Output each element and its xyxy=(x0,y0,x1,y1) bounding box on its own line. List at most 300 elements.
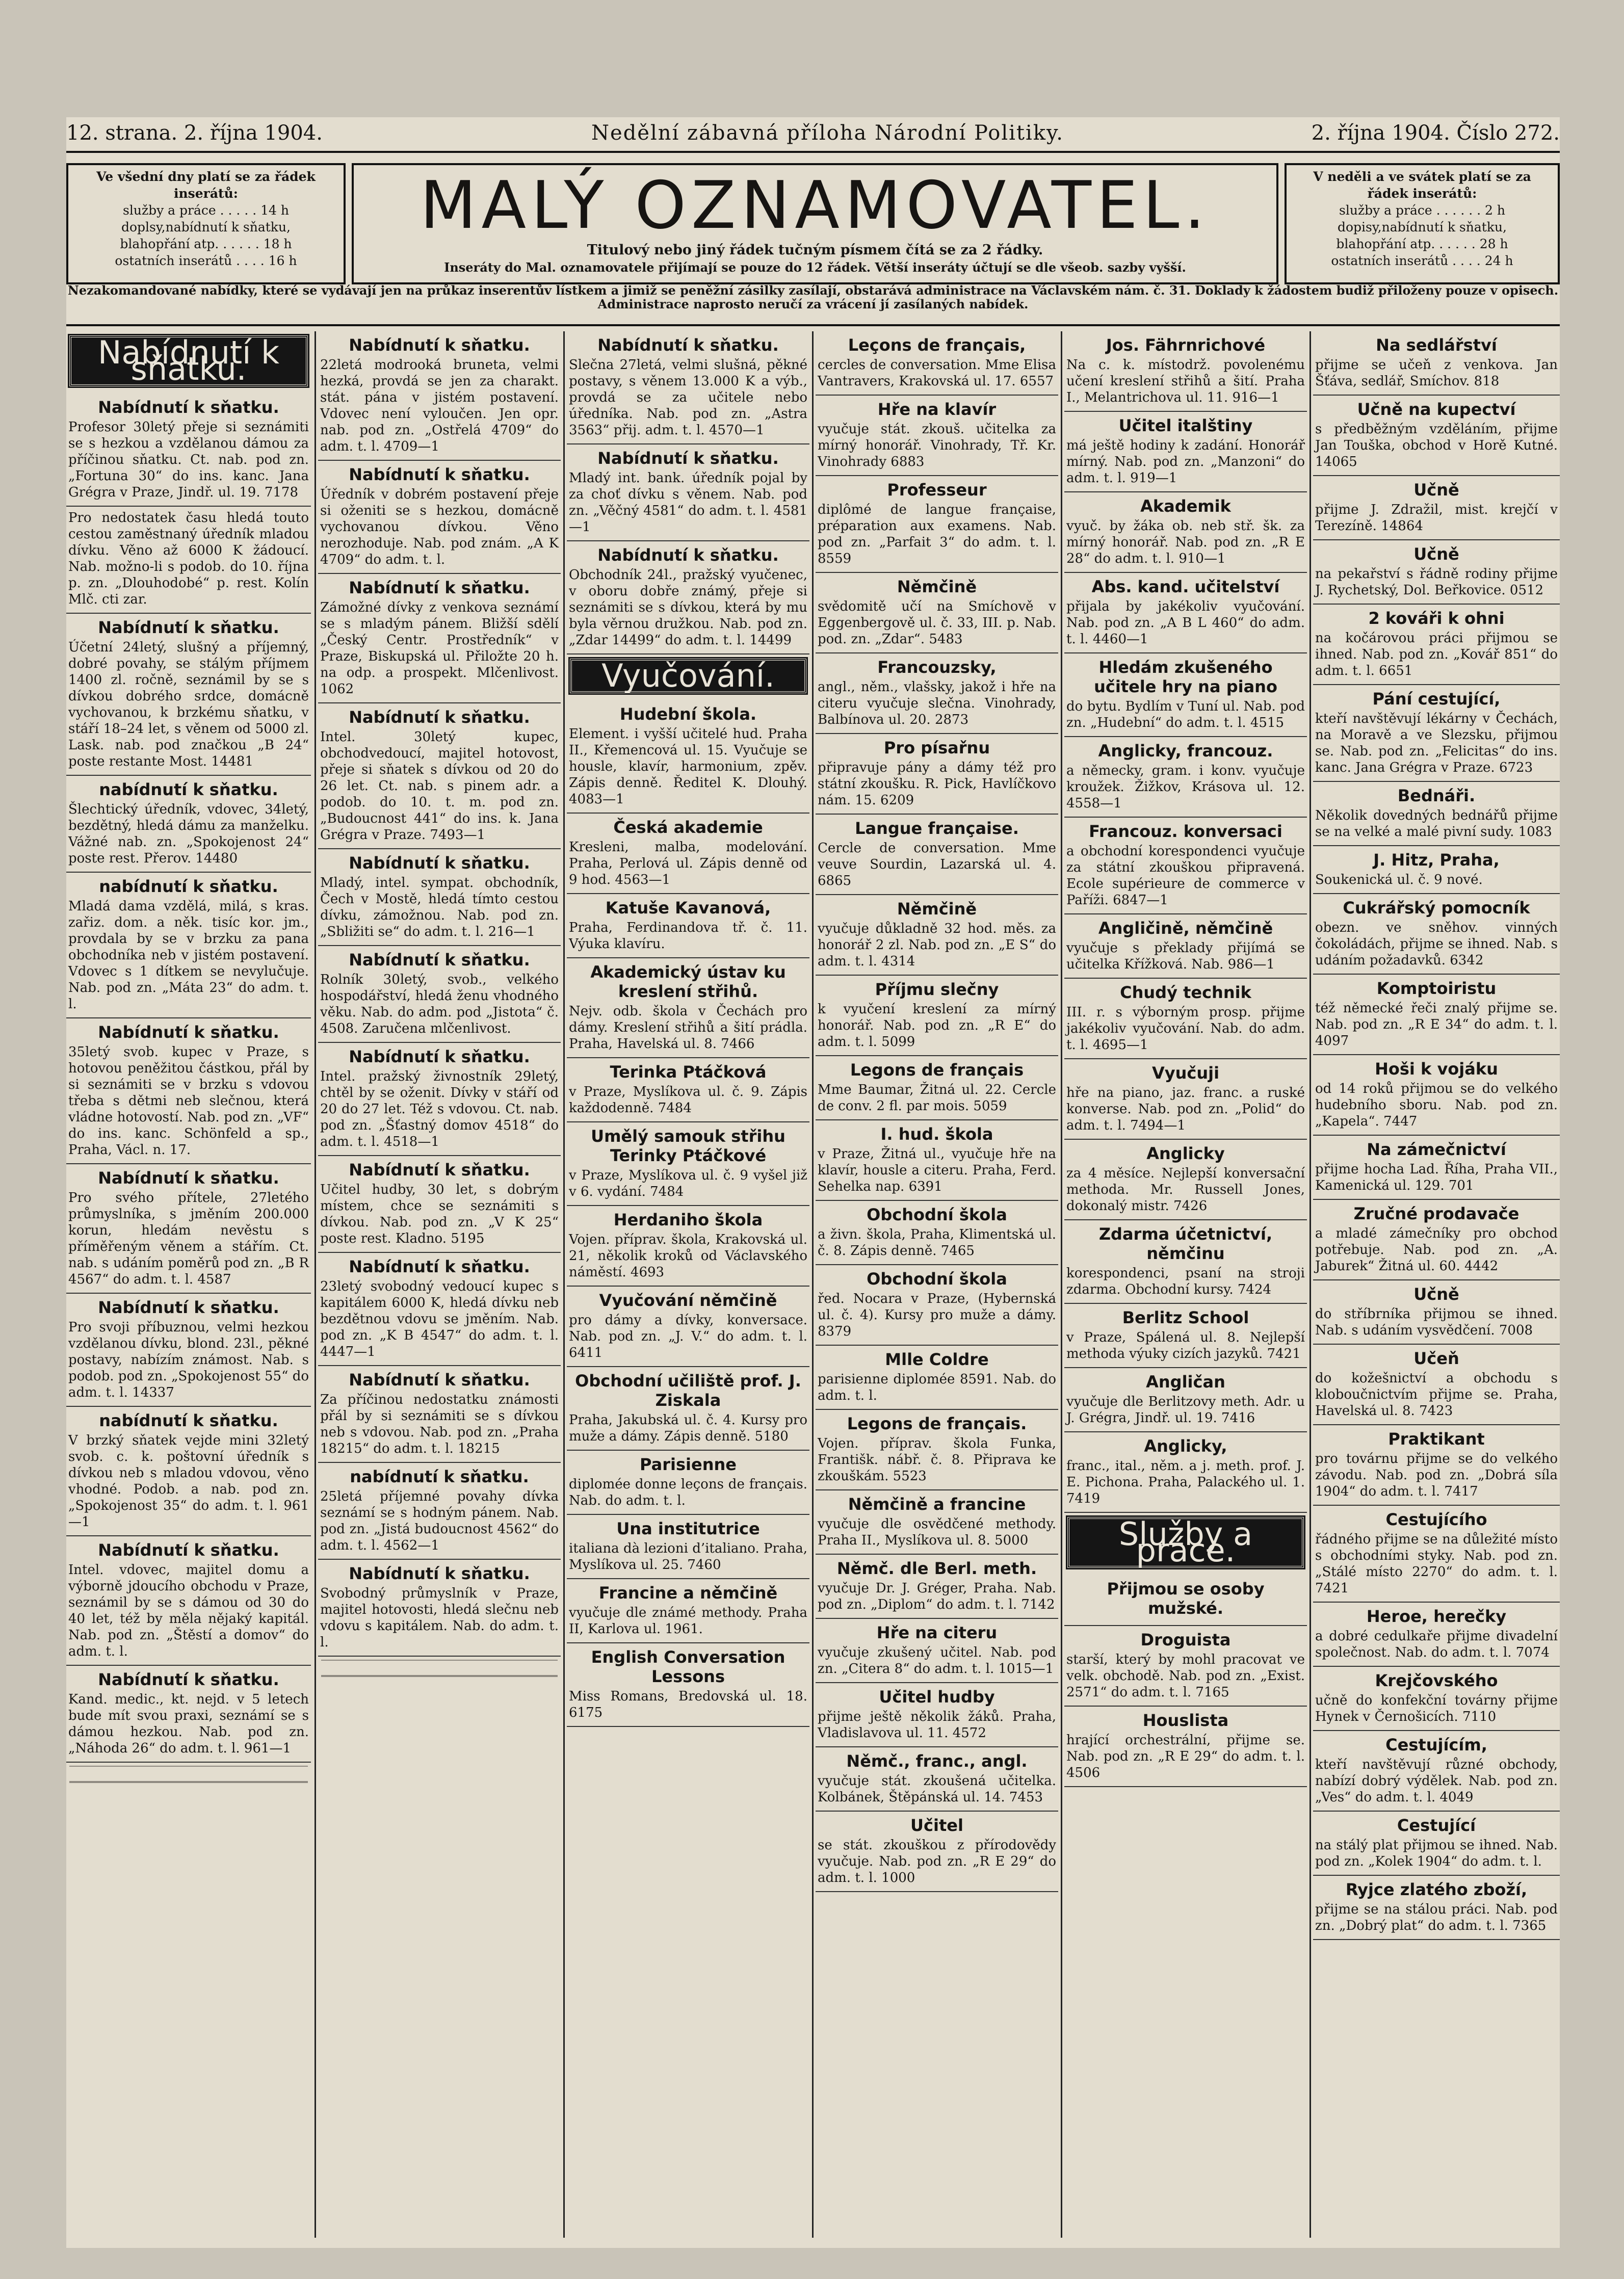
ad-heading: Angličan xyxy=(1146,1372,1225,1392)
classified-ad xyxy=(1313,846,1560,894)
ad-text: na kočárovou práci přijmou se ihned. Nab. pod zn. „Kovář 851“ do adm. t. l. 6651 xyxy=(1315,631,1558,678)
classified-ad xyxy=(1064,914,1307,979)
classified-ad xyxy=(1313,975,1560,1055)
classified-ad xyxy=(567,331,809,444)
classified-ad xyxy=(816,1201,1058,1265)
ad-text: pro továrnu přijme se do velkého závodu. Nab. pod zn. „Dobrá síla 1904“ do adm. t. l. 7417 xyxy=(1315,1451,1558,1499)
ad-heading: Zručné prodavače xyxy=(1353,1204,1520,1223)
ad-text: na stálý plat přijmou se ihned. Nab. pod zn. „Kolek 1904“ do adm. t. l. xyxy=(1315,1838,1558,1869)
ad-heading: Obchodní škola xyxy=(867,1269,1007,1289)
classified-ad xyxy=(567,1515,809,1579)
classified-ad xyxy=(1064,1368,1307,1432)
ad-heading: nabídnutí k sňatku. xyxy=(99,877,278,896)
ad-text: Vojen. příprav. škola Funka, Františk. nábř. č. 8. Připrava ke zkouškám. 5523 xyxy=(818,1436,1056,1484)
ad-heading: Nabídnutí k sňatku. xyxy=(98,1540,279,1560)
ad-text: Za příčinou nedostatku známosti přál by si seznámiti se s dívkou neb s vdovou. Nab. pod zn. „Praha 18215“ do adm. t. l. 18215 xyxy=(320,1392,559,1456)
classified-ad xyxy=(1313,1136,1560,1200)
ad-heading: English Conversation Lessons xyxy=(591,1647,785,1686)
ad-heading: Mlle Coldre xyxy=(885,1350,989,1369)
classified-ad xyxy=(567,1122,809,1206)
ad-text: vyučuje zkušený učitel. Nab. pod zn. „Citera 8“ do adm. t. l. 1015—1 xyxy=(818,1645,1056,1676)
ad-text: přijme ještě několik žáků. Praha, Vladislavova ul. 11. 4572 xyxy=(818,1709,1056,1741)
rates-sunday-line: služby a práce . . . . . . 2 h xyxy=(1339,203,1505,218)
header-rule xyxy=(66,151,1560,153)
ad-heading: Parisienne xyxy=(640,1455,737,1474)
ad-text: obezn. ve sněhov. vinných čokoládách, přijme se ihned. Nab. s udáním požadavků. 6342 xyxy=(1315,920,1558,968)
ad-heading: Praktikant xyxy=(1388,1429,1485,1449)
ad-text: diplômé de langue française, préparation aux examens. Nab. pod zn. „Parfait 3“ do adm. t. l. 8559 xyxy=(818,502,1056,566)
ad-text: a živn. škola, Praha, Klimentská ul. č. 8. Zápis denně. 7465 xyxy=(818,1227,1056,1259)
classified-ad xyxy=(567,541,809,654)
ad-text: Intel. pražský živnostník 29letý, chtěl by se oženit. Dívky v stáří od 20 do 27 let. Též s vdovou. Ct. nab. pod zn. „Šťastný domov 4518“ do adm. t. l. 4518—1 xyxy=(320,1069,559,1149)
ad-heading: Francouzsky, xyxy=(877,658,997,677)
ad-text: přijala by jakékoliv vyučování. Nab. pod zn. „A B L 460“ do adm. t. l. 4460—1 xyxy=(1066,599,1305,647)
ad-heading: Učně xyxy=(1413,1285,1459,1304)
ad-heading: Nabídnutí k sňatku. xyxy=(98,618,279,637)
ad-text: Šlechtický úředník, vdovec, 34letý, bezdětný, hledá dámu za manželku. Vážné nab. zn. „Spokojenost 24“ poste rest. Přerov. 14480 xyxy=(68,802,309,866)
ad-heading: Přijmou se osoby mužské. xyxy=(1107,1579,1265,1618)
ad-heading: I. hud. škola xyxy=(880,1124,993,1144)
classified-ad xyxy=(66,776,311,873)
classified-ad xyxy=(66,1407,311,1536)
ad-heading: Houslista xyxy=(1142,1711,1229,1730)
ad-text: pro dámy a dívky, konversace. Nab. pod zn. „J. V.“ do adm. t. l. 6411 xyxy=(569,1313,807,1360)
classified-ad xyxy=(567,958,809,1058)
classified-ad xyxy=(816,396,1058,476)
ad-heading: Nabídnutí k sňatku. xyxy=(349,335,530,355)
classified-ad xyxy=(816,1619,1058,1683)
ad-text: Na c. k. místodrž. povolenému učení kreslení střihů a šití. Praha I., Melantrichova ul. 11. 916—1 xyxy=(1066,357,1305,405)
ad-text: Kand. medic., kt. nejd. v 5 letech bude mít svou praxi, seznámí se s dámou hezkou. Nab. pod zn. „Náhoda 26“ do adm. t. l. 961—1 xyxy=(68,1692,309,1756)
ad-text: Praha, Ferdinandova tř. č. 11. Výuka klavíru. xyxy=(569,920,807,952)
ad-heading: Učně xyxy=(1413,544,1459,564)
ad-text: III. r. s výborným prosp. přijme jakékoliv vyučování. Nab. do adm. t. l. 4695—1 xyxy=(1066,1005,1305,1053)
ad-heading: Nabídnutí k sňatku. xyxy=(349,465,530,484)
ad-heading: Učně xyxy=(1413,480,1459,500)
classified-ad xyxy=(66,614,311,776)
ad-text: přijme J. Zdražil, mist. krejčí v Terezíně. 14864 xyxy=(1315,502,1558,534)
ad-heading: Terinka Ptáčková xyxy=(610,1062,767,1082)
page-info-left: 12. strana. 2. října 1904. xyxy=(66,121,323,145)
rates-sunday-line: dopisy,nabídnutí k sňatku, xyxy=(1337,220,1507,234)
ad-text: Několik dovedných bednářů přijme se na velké a malé pivní sudy. 1083 xyxy=(1315,808,1558,840)
ad-text: v Praze, Spálená ul. 8. Nejlepší methoda výuky cizích jazyků. 7421 xyxy=(1066,1330,1305,1361)
ad-heading: Cestující xyxy=(1397,1816,1476,1835)
classified-ad xyxy=(318,703,561,849)
classified-ad xyxy=(567,1367,809,1451)
ad-heading: Zdarma účetnictví, němčinu xyxy=(1098,1224,1273,1263)
classified-ad xyxy=(1064,331,1307,412)
ad-text: a obchodní korespondenci vyučuje za státní zkouškou připravená. Ecole supérieure de commerce v Paříži. 6847—1 xyxy=(1066,844,1305,908)
ad-text: Úředník v dobrém postavení přeje si oženiti se s hezkou, domácně vychovanou dívkou. Věno nerozhoduje. Nab. pod znám. „A K 4709“ do adm. t. l. xyxy=(320,487,559,567)
ad-heading: Angličině, němčině xyxy=(1098,919,1273,938)
ad-text: Slečna 27letá, velmi slušná, pěkné postavy, s věnem 13.000 K a výb., provdá se za učitele nebo úředníka. Nab. pod zn. „Astra 3563“ přij. adm. t. l. 4570—1 xyxy=(569,357,807,438)
classified-ad xyxy=(318,1463,561,1560)
column-5-ads-top xyxy=(1064,331,1307,1513)
classified-ad xyxy=(1064,653,1307,737)
classified-ad xyxy=(1313,1667,1560,1731)
ad-heading: Abs. kand. učitelství xyxy=(1091,577,1280,596)
ad-heading: Francouz. konversaci xyxy=(1089,822,1282,841)
column-5-ads-bottom xyxy=(1064,1575,1307,1787)
ad-text: hře na piano, jaz. franc. a ruské konverse. Nab. pod zn. „Polid“ do adm. t. l. 7494—1 xyxy=(1066,1085,1305,1133)
classified-ad xyxy=(1313,1506,1560,1603)
column-4 xyxy=(816,331,1058,2238)
section-banner-marriage: Nabídnutí k sňatku. xyxy=(69,335,308,386)
ad-heading: Obchodní učiliště prof. J. Ziskala xyxy=(575,1371,801,1410)
ad-text: italiana dà lezioni d’italiano. Praha, Myslíkova ul. 25. 7460 xyxy=(569,1541,807,1573)
ad-text: angl., něm., vlašsky, jakož i hře na citeru vyučuje slečna. Vinohrady, Balbínova ul. 20. 2873 xyxy=(818,679,1056,727)
classified-ad xyxy=(816,653,1058,734)
ad-heading: Příjmu slečny xyxy=(875,980,999,999)
rates-weekday-line: ostatních inserátů . . . . 16 h xyxy=(115,253,297,268)
masthead-sub: Titulový nebo jiný řádek tučným písmem čítá se za 2 řádky. xyxy=(587,242,1043,258)
classified-ad xyxy=(66,1018,311,1164)
ad-text: Pro svého přítele, 27letého průmyslníka, s jměním 200.000 korun, hledám nevěstu s příměřeným věnem a stářím. Ct. nab. s udáním poměrů pod zn. „B R 4567“ do adm. t. l. 4587 xyxy=(68,1190,309,1287)
ad-heading: Komptoiristu xyxy=(1376,979,1497,998)
classified-ad xyxy=(1313,685,1560,782)
ad-heading: Němčině xyxy=(897,577,977,596)
classified-ad xyxy=(318,1253,561,1366)
ad-text: Mme Baumar, Žitná ul. 22. Cercle de conv. 2 fl. par mois. 5059 xyxy=(818,1082,1056,1114)
ad-text: svědomitě učí na Smíchově v Eggenbergově ul. č. 33, III. p. Nab. pod. zn. „Zdar“. 5483 xyxy=(818,599,1056,647)
ad-text: s předběžným vzděláním, přijme Jan Touška, obchod v Horě Kutné. 14065 xyxy=(1315,422,1558,469)
ad-text: vyučuje Dr. J. Gréger, Praha. Nab. pod zn. „Diplom“ do adm. t. l. 7142 xyxy=(818,1581,1056,1612)
classified-ad xyxy=(816,1265,1058,1346)
ad-heading: Nabídnutí k sňatku. xyxy=(349,1370,530,1390)
ad-heading: Nabídnutí k sňatku. xyxy=(349,950,530,970)
ad-heading: Učitel hudby xyxy=(879,1687,995,1707)
classified-ad xyxy=(816,1812,1058,1892)
ad-heading: Akademik xyxy=(1140,496,1231,516)
ad-text: Intel. 30letý kupec, obchodvedoucí, majitel hotovost, přeje si sňatek s dívkou od 20 do 26 let. Ct. nab. s pinem adr. a podob. do 10. t. m. pod zn. „Budoucnost 441“ do ins. k. Jana Grégra v Praze. 7493—1 xyxy=(320,729,559,843)
ad-heading: Anglicky, xyxy=(1144,1436,1227,1456)
ad-text: k vyučení kreslení za mírný honorář. Nab. pod zn. „R E“ do adm. t. l. 5099 xyxy=(818,1002,1056,1050)
ad-text: kteří navštěvují lékárny v Čechách, na Moravě a ve Slezsku, přijmou se. Nab. pod zn. „Felicitas“ do ins. kanc. Jana Grégra v Praze. 6723 xyxy=(1315,711,1558,775)
ad-text: hrající orchestrální, přijme se. Nab. pod zn. „R E 29“ do adm. t. l. 4506 xyxy=(1066,1733,1305,1780)
ad-text: v Praze, Žitná ul., vyučuje hře na klavír, housle a citeru. Praha, Ferd. Sehelka nap. 6391 xyxy=(818,1146,1056,1194)
classified-ad xyxy=(816,895,1058,976)
column-3-ads-bottom xyxy=(567,700,809,1727)
ad-heading: Francine a němčině xyxy=(598,1583,778,1603)
ad-text: 25letá příjemné povahy dívka seznámí se s hodným pánem. Nab. pod zn. „Jistá budoucnost 4562“ do adm. t. l. 4562—1 xyxy=(320,1489,559,1553)
ad-heading: Ryjce zlatého zboží, xyxy=(1345,1880,1528,1899)
classified-ad xyxy=(1064,1626,1307,1707)
ad-heading: Heroe, herečky xyxy=(1366,1607,1507,1626)
rates-weekday-line: služby a práce . . . . . 14 h xyxy=(123,203,289,218)
ad-text: řádného přijme se na důležité místo s obchodními styky. Nab. pod zn. „Stálé místo 2270“ do adm. t. l. 7421 xyxy=(1315,1532,1558,1596)
classified-ad xyxy=(1064,1304,1307,1368)
ad-heading: 2 kováři k ohni xyxy=(1368,609,1505,628)
ad-text: za 4 měsíce. Nejlepší konversační methoda. Mr. Russell Jones, dokonalý mistr. 7426 xyxy=(1066,1166,1305,1214)
classified-ad xyxy=(567,1451,809,1515)
classified-ad xyxy=(567,1206,809,1287)
ad-text: V brzký sňatek vejde mini 32letý svob. c. k. poštovní úředník s dívkou neb s mladou vdovou, věno vhodné. Podob. a nab. pod zn. „Spokojenost 35“ do adm. t. l. 961—1 xyxy=(68,1433,309,1530)
classified-ad xyxy=(66,1666,311,1763)
classified-ad xyxy=(66,1294,311,1407)
ad-text: Pro nedostatek času hledá touto cestou zaměstnaný úředník mladou dívku. Věno až 6000 K žádoucí. Nab. možno-li s podob. do 10. října p. zn. „Dlouhodobé“ p. rest. Kolín Mlč. cti zar. xyxy=(68,510,309,607)
ad-heading: Němčině a francine xyxy=(848,1495,1026,1514)
ad-text: Soukenická ul. č. 9 nové. xyxy=(1315,872,1483,887)
ad-heading: Na zámečnictví xyxy=(1367,1140,1506,1159)
ad-heading: Pání cestující, xyxy=(1372,689,1501,709)
classified-ad xyxy=(1313,1876,1560,1940)
section-banner-teaching: Vyučování. xyxy=(570,659,806,693)
classified-ad xyxy=(816,1346,1058,1410)
ad-heading: Nabídnutí k sňatku. xyxy=(98,1670,279,1689)
column-1-ads xyxy=(66,394,311,1763)
ad-heading: Pro písařnu xyxy=(883,738,990,757)
classified-ad xyxy=(567,1579,809,1643)
ad-text: do bytu. Bydlím v Tuní ul. Nab. pod zn. „Hudební“ do adm. t. l. 4515 xyxy=(1066,699,1305,730)
classified-ad xyxy=(816,573,1058,653)
ad-text: Vojen. příprav. škola, Krakovská ul. 21, několik kroků od Václavského náměstí. 4693 xyxy=(569,1232,807,1280)
ad-heading: nabídnutí k sňatku. xyxy=(99,780,278,799)
ad-text: Mladá dama vzdělá, milá, s kras. zařiz. dom. a něk. tisíc kor. jm., provdala by se v brzku za pana obchodníka neb v jistém postavení. Vdovec s 1 dítkem se nevylučuje. Nab. pod zn. „Máta 23“ do adm. t. l. xyxy=(68,899,309,1012)
ad-heading: Nabídnutí k sňatku. xyxy=(98,1298,279,1317)
classified-ad xyxy=(1313,1280,1560,1345)
column-6-ads xyxy=(1313,331,1560,1940)
ad-heading: Anglicky, francouz. xyxy=(1098,741,1273,761)
column-4-ads xyxy=(816,331,1058,1892)
ad-heading: Nabídnutí k sňatku. xyxy=(597,335,779,355)
classified-ad xyxy=(1313,1200,1560,1280)
ad-heading: Němčině xyxy=(897,899,977,919)
classified-ad xyxy=(318,574,561,703)
ad-text: přijme se učeň z venkova. Jan Šťáva, sedlář, Smíchov. 818 xyxy=(1315,357,1558,389)
ad-heading: Nabídnutí k sňatku. xyxy=(597,545,779,565)
column-2 xyxy=(318,331,561,2238)
ad-heading: Nabídnutí k sňatku. xyxy=(98,1168,279,1188)
classified-ad xyxy=(567,894,809,958)
ad-heading: J. Hitz, Praha, xyxy=(1373,850,1500,870)
classified-ad xyxy=(1064,1140,1307,1220)
ad-heading: Na sedlářství xyxy=(1376,335,1497,355)
classified-ad xyxy=(66,1536,311,1666)
ad-heading: Nabídnutí k sňatku. xyxy=(349,1257,530,1276)
classified-ad xyxy=(1313,476,1560,540)
ad-text: 23letý svobodný vedoucí kupec s kapitálem 6000 K, hledá dívku neb bezdětnou vdovu se jměním. Nab. pod zn. „K B 4547“ do adm. t. l. 4447—1 xyxy=(320,1279,559,1359)
ad-heading: Bednáři. xyxy=(1397,786,1476,805)
ad-heading: Němč., franc., angl. xyxy=(846,1751,1028,1771)
ad-heading: Jos. Fährnrichové xyxy=(1106,335,1266,355)
ad-text: Miss Romans, Bredovská ul. 18. 6175 xyxy=(569,1689,807,1720)
ad-text: vyučuje dle Berlitzovy meth. Adr. u J. Grégra, Jindř. ul. 19. 7416 xyxy=(1066,1394,1305,1426)
rates-weekday-title: Ve všední dny platí se za řádek inserátů: xyxy=(96,169,316,201)
classified-ad xyxy=(816,1056,1058,1120)
classified-ad xyxy=(816,476,1058,573)
classified-ad xyxy=(816,1490,1058,1555)
ad-text: kteří navštěvují různé obchody, nabízí dobrý výdělek. Nab. pod zn. „Ves“ do adm. t. l. 4049 xyxy=(1315,1757,1558,1805)
ad-text: 35letý svob. kupec v Praze, s hotovou peněžitou částkou, přál by si seznámiti se v brzku s vdovou třeba s dětmi neb slečnou, která vládne hotovostí. Nab. pod zn. „VF“ do ins. kanc. Schönfeld a sp., Praha, Václ. n. 17. xyxy=(68,1044,309,1158)
page-info-right: 2. října 1904. Číslo 272. xyxy=(1311,121,1560,145)
ad-heading: Leçons de français, xyxy=(848,335,1026,355)
running-header xyxy=(66,121,1560,152)
ad-heading: Krejčovského xyxy=(1375,1671,1498,1690)
ad-heading: Obchodní škola xyxy=(867,1205,1007,1224)
ad-text: a mladé zámečníky pro obchod potřebuje. Nab. pod zn. „A. Jaburek“ Žitná ul. 60. 4442 xyxy=(1315,1226,1558,1274)
classified-ad xyxy=(1313,540,1560,605)
ad-text: Rolník 30letý, svob., velkého hospodářství, hledá ženu vhodného věku. Nab. do adm. pod „Jistota“ č. 4508. Zaručena mlčenlivost. xyxy=(320,972,559,1036)
classified-ad xyxy=(816,734,1058,815)
classified-ad xyxy=(1313,894,1560,975)
ad-text: franc., ital., něm. a j. meth. prof. J. E. Pichona. Praha, Palackého ul. 1. 7419 xyxy=(1066,1458,1305,1506)
ad-text: Obchodník 24l., pražský vyučenec, v oboru dobře známý, přeje si seznámiti se s dívkou, která by mu byla věrnou družkou. Nab. pod zn. „Zdar 14499“ do adm. t. l. 14499 xyxy=(569,567,807,648)
classified-ad xyxy=(318,1043,561,1156)
ad-heading: Legons de français. xyxy=(847,1414,1027,1433)
classified-ad xyxy=(1064,737,1307,818)
column-1 xyxy=(66,331,311,2238)
classified-ad xyxy=(66,394,311,507)
classified-ad xyxy=(1313,1055,1560,1136)
classified-ad xyxy=(1313,1812,1560,1876)
ad-text: diplomée donne leçons de français. Nab. do adm. t. l. xyxy=(569,1477,807,1508)
ad-text: parisienne diplomée 8591. Nab. do adm. t. l. xyxy=(818,1372,1056,1403)
ad-heading: Cestujícím, xyxy=(1385,1735,1487,1754)
ad-heading: Nabídnutí k sňatku. xyxy=(349,1160,530,1180)
ad-text: v Praze, Myslíkova ul. č. 9. Zápis každodenně. 7484 xyxy=(569,1084,807,1116)
ad-text: cercles de conversation. Mme Elisa Vantravers, Krakovská ul. 17. 6557 xyxy=(818,357,1056,389)
classified-ad xyxy=(1064,573,1307,653)
ad-heading: Učně na kupectví xyxy=(1357,400,1516,419)
classified-ad xyxy=(816,815,1058,895)
column-2-ads xyxy=(318,331,561,1657)
ad-text: Element. i vyšší učitelé hud. Praha II., Křemencová ul. 15. Vyučuje se housle, klavír, harmonium, zpěv. Zápis denně. Ředitel K. Dlouhý. 4083—1 xyxy=(569,726,807,807)
ad-text: Praha, Jakubská ul. č. 4. Kursy pro muže a dámy. Zápis denně. 5180 xyxy=(569,1412,807,1444)
ad-text: učně do konfekční továrny přijme Hynek v Černošicích. 7110 xyxy=(1315,1693,1558,1724)
ad-text: Účetní 24letý, slušný a příjemný, dobré povahy, se stálým příjmem 1400 zl. ročně, seznámil by se s dívkou dobrého srdce, domácně vychovanou, k brzkému sňatku, v stáří 18–24 let, s věnem od 5000 zl. Lask. nab. pod značkou „B 24“ poste restante Most. 14481 xyxy=(68,640,309,769)
ad-heading: Cukrářský pomocník xyxy=(1343,898,1530,918)
ad-text: má ještě hodiny k zadání. Honorář mírný. Nab. pod zn. „Manzoni“ do adm. t. l. 919—1 xyxy=(1066,438,1305,486)
column-3 xyxy=(567,331,809,2238)
ad-heading: Professeur xyxy=(887,480,987,500)
ad-heading: Hoši k vojáku xyxy=(1375,1059,1498,1079)
ad-heading: Akademický ústav ku kreslení střihů. xyxy=(590,962,786,1001)
ad-heading: Vyučování němčině xyxy=(599,1291,777,1310)
column-1-filler xyxy=(69,1766,308,1783)
classified-ad xyxy=(1064,1220,1307,1304)
classified-ad xyxy=(1313,1425,1560,1506)
ad-heading: Vyučuji xyxy=(1151,1063,1220,1083)
ad-text: od 14 roků přijmou se do velkého hudebního sboru. Nab. pod zn. „Kapela“. 7447 xyxy=(1315,1081,1558,1129)
column-5 xyxy=(1064,331,1307,2238)
ad-text: Mladý, intel. sympat. obchodník, Čech v Mostě, hledá tímto cestou dívku, zámožnou. Nab. pod zn. „Sbližiti se“ do adm. t. l. 216—1 xyxy=(320,875,559,939)
classified-ad xyxy=(567,1287,809,1367)
ad-text: korespondenci, psaní na stroji zdarma. Obchodní kursy. 7424 xyxy=(1066,1266,1305,1297)
classified-ad xyxy=(567,1058,809,1122)
ad-heading: Nabídnutí k sňatku. xyxy=(349,1047,530,1066)
ad-text: do kožešnictví a obchodu s kloboučnictvím přijme se. Praha, Havelská ul. 8. 7423 xyxy=(1315,1371,1558,1419)
ad-heading: Učeň xyxy=(1413,1349,1459,1368)
classified-ad xyxy=(1064,1059,1307,1140)
supplement-title: Nedělní zábavná příloha Národní Politiky. xyxy=(591,121,1064,145)
classified-ad xyxy=(816,1683,1058,1747)
ad-text: Mladý int. bank. úředník pojal by za choť dívku s věnem. Nab. pod zn. „Věčný 4581“ do adm. t. l. 4581—1 xyxy=(569,470,807,535)
classified-ad xyxy=(1064,492,1307,573)
ad-heading: Nabídnutí k sňatku. xyxy=(98,398,279,417)
rates-weekday-line: blahopřání atp. . . . . . 18 h xyxy=(120,237,292,251)
ad-text: na pekařství s řádně rodiny přijme J. Rychetský, Dol. Beřkovice. 0512 xyxy=(1315,566,1558,598)
ad-heading: Herdaniho škola xyxy=(613,1210,763,1229)
editorial-notice: Nezakomandované nabídky, které se vydávají jen na průkaz inserentův lístkem a jimiž se peněžní zásilky zasílají, obstarává administrace na Václavském nám. č. 31. Doklady k žádostem budiž přiloženy pouze v opisech. Administrace naprosto neručí za vrácení jí zasílaných nabídek. xyxy=(66,283,1560,326)
section-banner-services: Služby a práce. xyxy=(1067,1517,1304,1568)
classified-ad xyxy=(318,461,561,574)
ad-heading: Hře na klavír xyxy=(877,400,997,419)
ad-text: v Praze, Myslíkova ul. č. 9 vyšel již v 6. vydání. 7484 xyxy=(569,1168,807,1199)
ad-text: se stát. zkouškou z přírodovědy vyučuje. Nab. pod zn. „R E 29“ do adm. t. l. 1000 xyxy=(818,1838,1056,1885)
classified-ad xyxy=(1064,1707,1307,1787)
ad-text: vyučuje stát. zkoušená učitelka. Kolbánek, Štěpánská ul. 14. 7453 xyxy=(818,1773,1056,1805)
classified-ad xyxy=(66,873,311,1018)
classified-ad xyxy=(567,1643,809,1727)
ad-heading: Una institutrice xyxy=(616,1519,760,1538)
ad-text: vyuč. by žáka ob. neb stř. šk. za mírný honorář. Nab. pod zn. „R E 28“ do adm. t. l. 910—1 xyxy=(1066,518,1305,566)
ad-text: vyučuje důkladně 32 hod. měs. za honorář 2 zl. Nab. pod zn. „E S“ do adm. t. l. 4314 xyxy=(818,921,1056,969)
column-3-ads-top xyxy=(567,331,809,654)
classified-ad xyxy=(318,331,561,461)
classified-ad xyxy=(1064,412,1307,492)
classified-ad xyxy=(1064,818,1307,914)
classified-ad xyxy=(1064,979,1307,1059)
masthead-title: MALÝ OZNAMOVATEL. xyxy=(420,168,1210,244)
ad-text: vyučuje dle osvědčené methody. Praha II., Myslíkova ul. 8. 5000 xyxy=(818,1516,1056,1548)
rates-sunday-box xyxy=(1285,163,1560,284)
ad-text: Nejv. odb. škola v Čechách pro dámy. Kreslení střihů a šití prádla. Praha, Havelská ul. 8. 7466 xyxy=(569,1004,807,1052)
classified-ad xyxy=(1313,1731,1560,1812)
ad-heading: Katuše Kavanová, xyxy=(605,898,771,918)
ad-heading: Nabídnutí k sňatku. xyxy=(349,578,530,597)
ad-text: připravuje pány a dámy též pro státní zkoušku. R. Pick, Havlíčkovo nám. 15. 6209 xyxy=(818,760,1056,808)
ad-heading: Česká akademie xyxy=(613,818,763,837)
classified-ad xyxy=(1313,1603,1560,1667)
ad-text: přijme hocha Lad. Říha, Praha VII., Kamenická ul. 129. 701 xyxy=(1315,1162,1558,1193)
ad-heading: nabídnutí k sňatku. xyxy=(350,1467,529,1486)
ad-text: a německy, gram. i konv. vyučuje kroužek. Žižkov, Krásova ul. 12. 4558—1 xyxy=(1066,763,1305,811)
ad-heading: Učitel xyxy=(910,1816,963,1835)
ad-heading: Nabídnutí k sňatku. xyxy=(349,1564,530,1583)
ad-text: Učitel hudby, 30 let, s dobrým místem, chce se seznámiti s dívkou. Nab. pod zn. „V K 25“ poste rest. Kladno. 5195 xyxy=(320,1182,559,1246)
classified-ad xyxy=(1064,1432,1307,1513)
masthead-sub-2: Inseráty do Mal. oznamovatele přijímají se pouze do 12 řádek. Větší inseráty účtují se dle všeob. sazby vyšší. xyxy=(444,260,1186,275)
rates-weekday-box xyxy=(66,163,346,284)
ad-heading: Nabídnutí k sňatku. xyxy=(98,1023,279,1042)
classified-ad xyxy=(66,1164,311,1294)
ad-text: přijme se na stálou práci. Nab. pod zn. „Dobrý plat“ do adm. t. l. 7365 xyxy=(1315,1902,1558,1933)
classified-ad xyxy=(1313,1345,1560,1425)
ad-heading: Droguista xyxy=(1140,1630,1231,1649)
newspaper-page xyxy=(66,117,1560,2248)
rates-sunday-title: V neděli a ve svátek platí se za řádek inserátů: xyxy=(1313,169,1531,201)
ad-text: Pro svoji příbuznou, velmi hezkou vzdělanou dívku, blond. 23l., pěkné postavy, nabízím známost. Nab. s podob. pod zn. „Spokojenost 55“ do adm. t. l. 14337 xyxy=(68,1320,309,1400)
ad-heading: Hledám zkušeného učitele hry na piano xyxy=(1094,658,1277,696)
classified-ad xyxy=(816,1555,1058,1619)
ad-text: Cercle de conversation. Mme veuve Sourdin, Lazarská ul. 4. 6865 xyxy=(818,841,1056,888)
ad-heading: Hudební škola. xyxy=(619,704,757,724)
classified-ad xyxy=(318,1366,561,1463)
classified-columns xyxy=(66,331,1560,2238)
ad-text: též německé řeči znalý přijme se. Nab. pod zn. „R E 34“ do adm. t. l. 4097 xyxy=(1315,1001,1558,1049)
ad-heading: Langue française. xyxy=(855,819,1019,838)
classified-ad xyxy=(318,1156,561,1253)
ad-heading: Nabídnutí k sňatku. xyxy=(597,449,779,468)
ad-text: vyučuje dle známé methody. Praha II, Karlova ul. 1961. xyxy=(569,1605,807,1637)
classified-ad xyxy=(318,946,561,1043)
ad-text: 22letá modrooká bruneta, velmi hezká, provdá se jen za charakt. stát. pána v jistém postavení. Vdovec není vyloučen. Jen opr. nab. pod zn. „Ostřelá 4709“ do adm. t. l. 4709—1 xyxy=(320,357,559,454)
classified-ad xyxy=(1313,396,1560,476)
classified-ad xyxy=(318,1560,561,1657)
classified-ad xyxy=(567,444,809,541)
ad-heading: Berlitz School xyxy=(1122,1308,1249,1327)
